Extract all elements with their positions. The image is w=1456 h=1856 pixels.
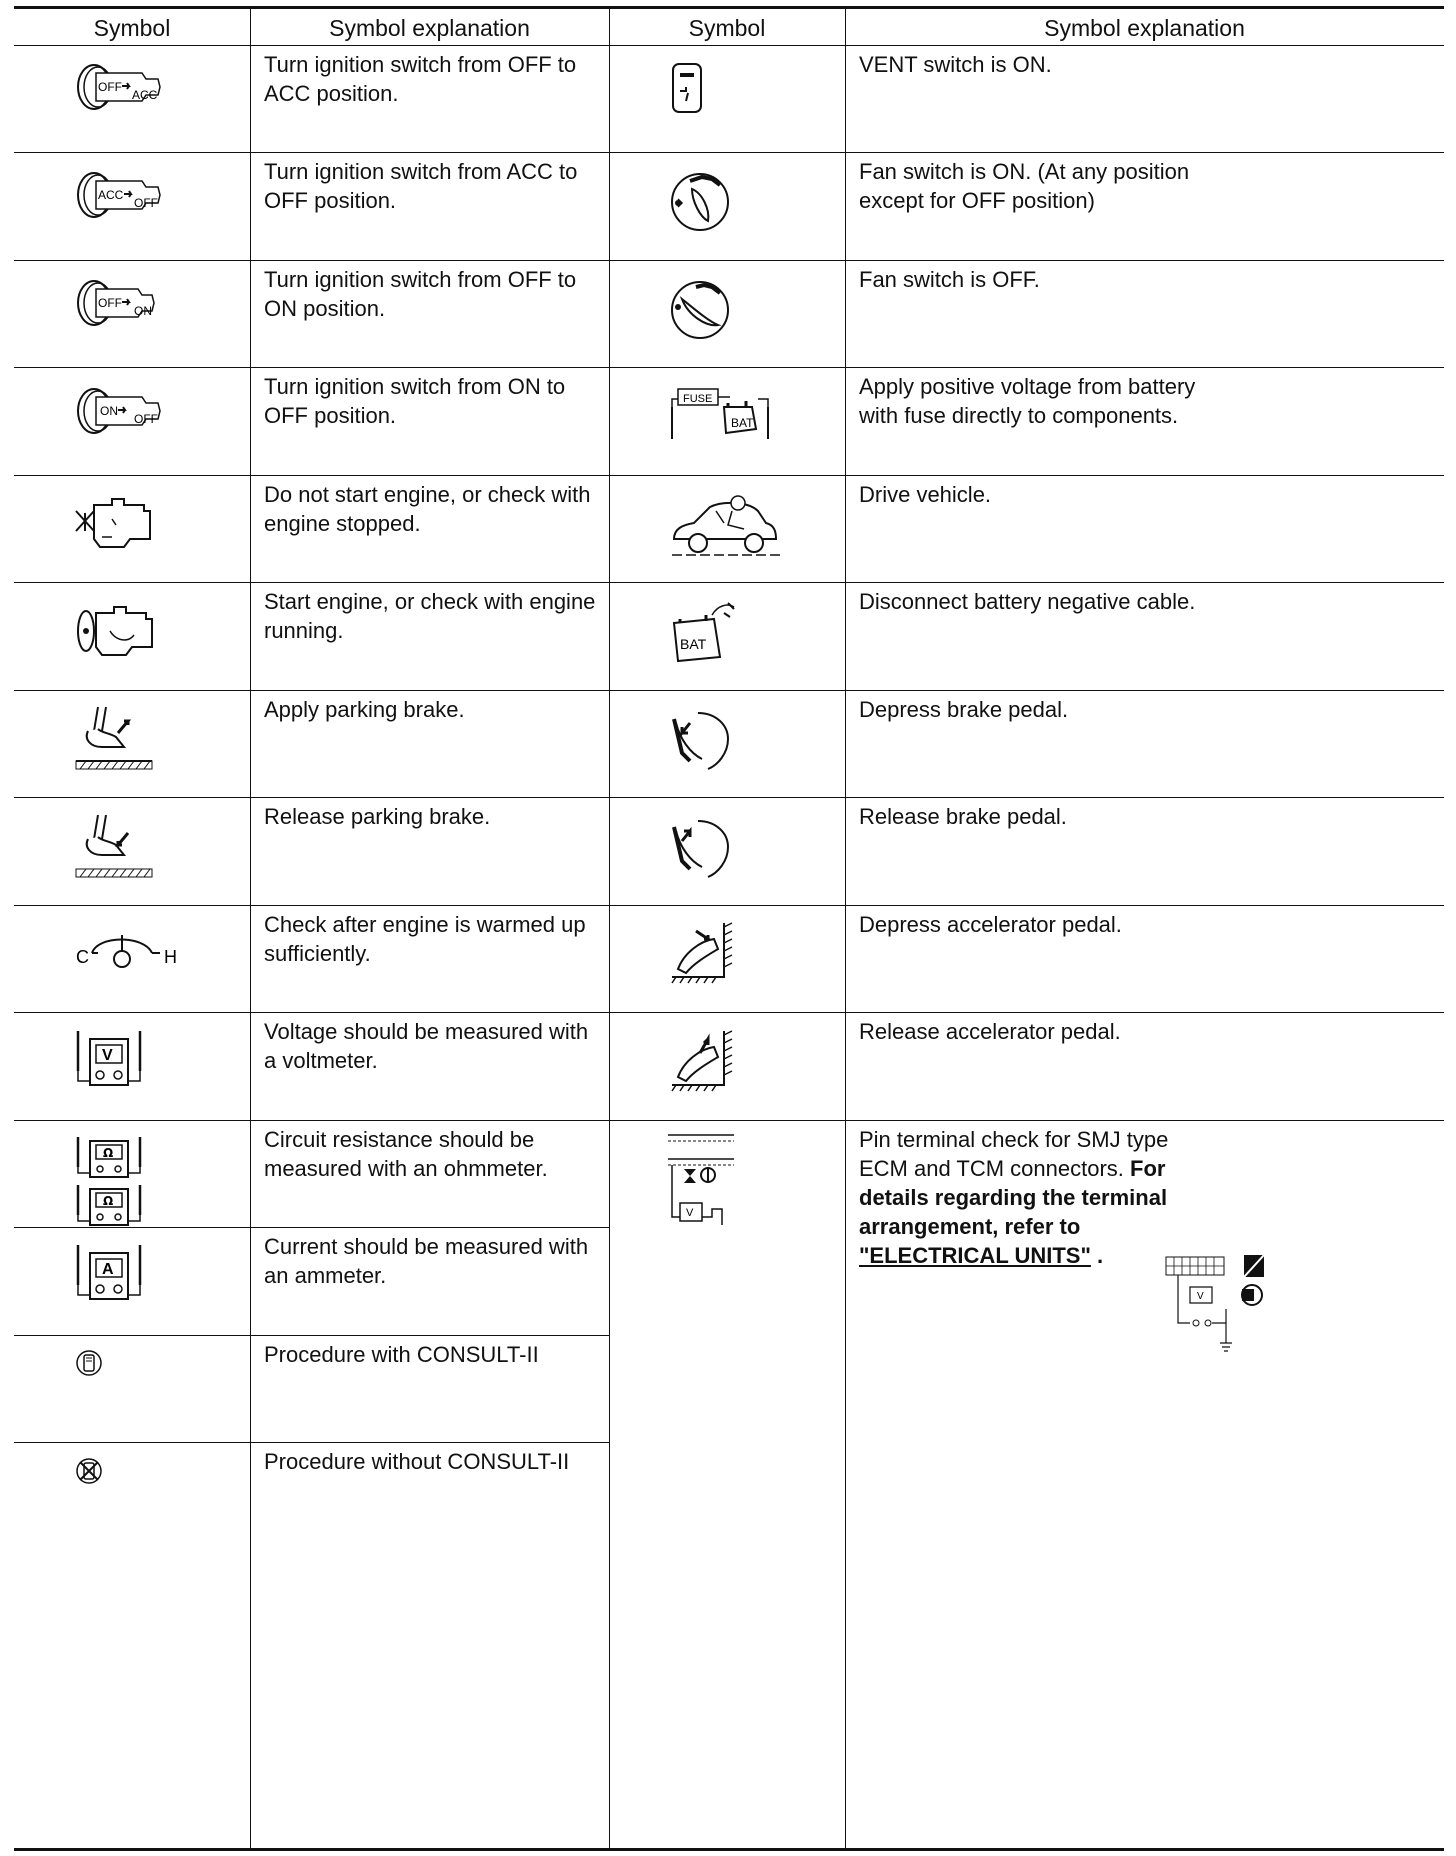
icon-label: BAT (731, 416, 754, 430)
release-accelerator-icon (668, 1027, 740, 1093)
engine-stopped-icon (72, 491, 162, 555)
terminal-arrangement-diagram (1164, 1253, 1284, 1353)
explanation-text: Turn ignition switch from ON to OFF position. (264, 374, 566, 428)
explanation-text: Current should be measured with an ammeter. (264, 1234, 589, 1288)
sentence-end: . (1097, 1243, 1104, 1268)
row-rule (14, 367, 1444, 368)
ohmmeter-icon (74, 1133, 144, 1227)
explanation-text: Release brake pedal. (859, 804, 1067, 829)
depress-accelerator-icon (668, 919, 740, 985)
row-rule (14, 582, 1444, 583)
explanation-text: Voltage should be measured with a voltmeter. (264, 1019, 589, 1073)
icon-label: ON (134, 304, 152, 318)
explanation-text: Do not start engine, or check with engine stopped. (264, 482, 591, 536)
icon-label: Ω (103, 1146, 114, 1160)
explanation-text: Procedure with CONSULT-II (264, 1342, 539, 1367)
explanation-text: Depress brake pedal. (859, 697, 1069, 722)
header-symbol: Symbol (688, 15, 766, 41)
explanation-text: Disconnect battery negative cable. (859, 589, 1196, 614)
temperature-gauge-icon (72, 923, 182, 977)
row-rule (14, 1012, 1444, 1013)
explanation-text: Turn ignition switch from OFF to ACC position. (264, 52, 577, 106)
icon-label: OFF (98, 80, 122, 94)
explanation-text: Circuit resistance should be measured with an ohmmeter. (264, 1127, 548, 1181)
pin-terminal-explanation (859, 1125, 1219, 1270)
row-rule (14, 905, 1444, 906)
drive-vehicle-icon (668, 489, 782, 563)
explanation-text: Drive vehicle. (859, 482, 992, 507)
icon-label: ON (100, 404, 118, 418)
row-rule (14, 1442, 609, 1443)
consult-ii-icon (74, 1348, 104, 1378)
explanation-text: Apply positive voltage from battery with fuse directly to components. (859, 374, 1196, 428)
symbol-table (14, 6, 1444, 1851)
row-rule (14, 475, 1444, 476)
row-rule (14, 1335, 609, 1336)
icon-label: V (1197, 1291, 1204, 1302)
engine-running-icon (72, 597, 162, 667)
electrical-units-link[interactable]: "ELECTRICAL UNITS" (859, 1243, 1091, 1268)
release-brake-pedal-icon (668, 817, 738, 881)
explanation-text: VENT switch is ON. (859, 52, 1052, 77)
icon-label: A (102, 1261, 114, 1278)
explanation-text: Turn ignition switch from OFF to ON position. (264, 267, 577, 321)
explanation-text: Fan switch is ON. (At any position except for OFF position) (859, 159, 1190, 213)
row-rule (14, 152, 1444, 153)
icon-label: BAT (680, 636, 707, 652)
column-divider (609, 9, 610, 1848)
icon-label: OFF (134, 196, 158, 210)
icon-label: ACC (98, 188, 124, 202)
row-rule (14, 1227, 609, 1228)
icon-label: H (164, 947, 177, 967)
battery-fuse-icon (668, 385, 772, 443)
icon-label: FUSE (683, 393, 713, 405)
disconnect-battery-icon (668, 599, 740, 665)
column-divider (250, 9, 251, 1848)
icon-label: V (102, 1047, 113, 1064)
icon-label: ACC (132, 88, 158, 102)
column-divider (845, 9, 846, 1848)
apply-parking-brake-icon (72, 703, 156, 775)
icon-label: V (686, 1207, 694, 1219)
explanation-text: Pin terminal check for SMJ type ECM and TCM connectors. (859, 1127, 1169, 1181)
key-off-on-icon (72, 275, 172, 331)
icon-label: Ω (103, 1194, 114, 1208)
fan-switch-off-icon (668, 277, 732, 343)
fan-switch-on-icon (668, 169, 732, 235)
icon-label: OFF (98, 296, 122, 310)
explanation-text: Release accelerator pedal. (859, 1019, 1121, 1044)
vent-switch-icon (670, 61, 704, 115)
explanation-text: Turn ignition switch from ACC to OFF position. (264, 159, 578, 213)
bold-instruction: For details regarding the terminal arrangement, refer to (859, 1156, 1168, 1239)
explanation-text: Release parking brake. (264, 804, 491, 829)
release-parking-brake-icon (72, 811, 156, 883)
ammeter-icon (74, 1241, 144, 1305)
explanation-text: Depress accelerator pedal. (859, 912, 1122, 937)
header-symbol-explanation: Symbol explanation (1044, 15, 1245, 41)
pin-terminal-check-icon (664, 1129, 740, 1229)
row-rule (14, 797, 1444, 798)
depress-brake-pedal-icon (668, 709, 738, 773)
icon-label: C (76, 947, 89, 967)
explanation-text: Procedure without CONSULT-II (264, 1449, 570, 1474)
key-off-acc-icon (72, 59, 172, 115)
key-acc-off-icon (72, 167, 172, 223)
row-rule (14, 1120, 1444, 1121)
row-rule (14, 260, 1444, 261)
header-rule (14, 45, 1444, 46)
explanation-text: Apply parking brake. (264, 697, 465, 722)
icon-label: OFF (134, 412, 158, 426)
key-on-off-icon (72, 383, 172, 439)
explanation-text: Fan switch is OFF. (859, 267, 1040, 292)
header-symbol-explanation: Symbol explanation (329, 15, 530, 41)
voltmeter-icon (74, 1027, 144, 1091)
explanation-text: Start engine, or check with engine running. (264, 589, 596, 643)
row-rule (14, 690, 1444, 691)
header-symbol: Symbol (93, 15, 171, 41)
explanation-text: Check after engine is warmed up sufficiently. (264, 912, 586, 966)
no-consult-ii-icon (74, 1456, 104, 1486)
